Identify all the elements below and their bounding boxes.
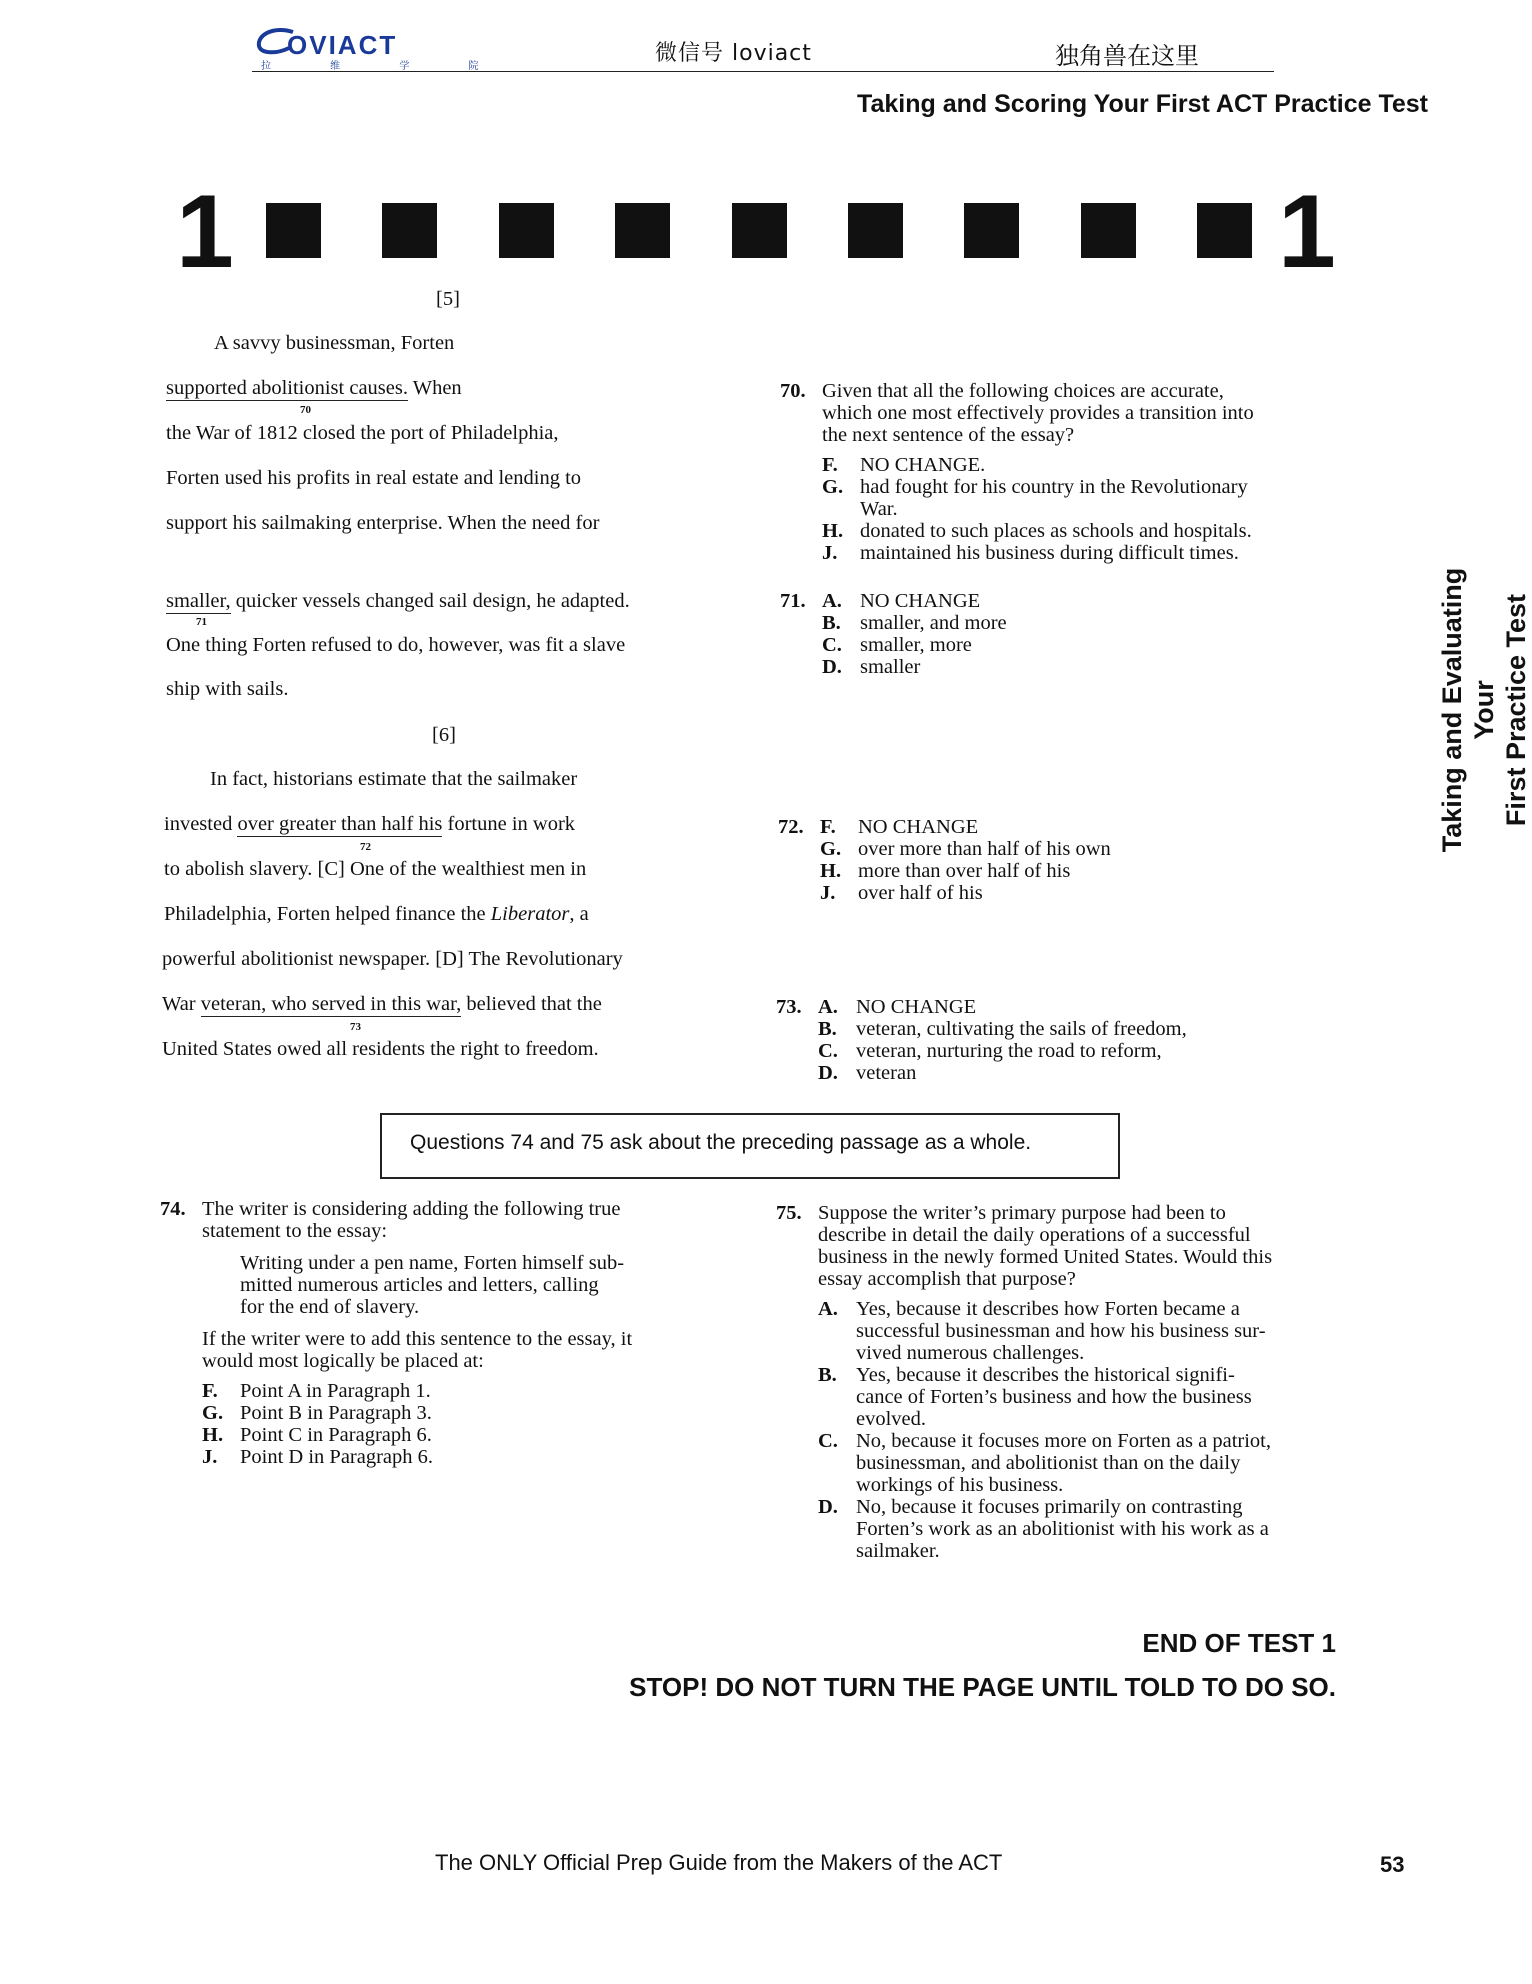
answer-option[interactable]: C. veteran, nurturing the road to reform, <box>818 1040 1162 1062</box>
answer-option[interactable]: 73. A. NO CHANGE <box>776 996 977 1018</box>
stop-notice: STOP! DO NOT TURN THE PAGE UNTIL TOLD TO DO SO. <box>629 1672 1336 1702</box>
bar-square <box>848 203 903 258</box>
page-number: 53 <box>1380 1852 1405 1877</box>
oviact-logo <box>255 26 507 72</box>
question-number: 70. <box>780 380 806 402</box>
passage-line: to abolish slavery. [C] One of the wealthiest men in <box>164 858 587 880</box>
answer-option[interactable]: J. maintained his business during difficult times. <box>822 542 1239 564</box>
bar-square <box>732 203 787 258</box>
answer-option[interactable]: C. smaller, more <box>822 634 972 656</box>
question-number: 71. <box>780 590 806 612</box>
paragraph-6-marker: [6] <box>432 724 456 746</box>
underlined-portion-72: over greater than half his <box>237 813 443 835</box>
answer-option[interactable]: 71. A. NO CHANGE <box>780 590 981 612</box>
passage-line: the War of 1812 closed the port of Philadelphia, <box>166 422 559 444</box>
answer-option[interactable]: D. veteran <box>818 1062 917 1084</box>
logo-text: OVIACT <box>287 30 398 60</box>
answer-option[interactable]: A. Yes, because it describes how Forten became a <box>818 1298 1240 1320</box>
answer-option[interactable]: H. Point C in Paragraph 6. <box>202 1424 432 1446</box>
passage-line: War veteran, who served in this war, believed that the <box>162 993 602 1015</box>
answer-option[interactable]: G. had fought for his country in the Revolutionary <box>822 476 1248 498</box>
question-73 <box>776 996 1187 1084</box>
question-number: 72. <box>778 816 804 838</box>
answer-option[interactable]: G. Point B in Paragraph 3. <box>202 1402 432 1424</box>
answer-option[interactable]: J. over half of his <box>820 882 983 904</box>
passage-line: invested over greater than half his fortune in work <box>164 813 576 835</box>
footer-text: The ONLY Official Prep Guide from the Makers of the ACT <box>435 1850 1003 1875</box>
underlined-portion-73: veteran, who served in this war, <box>200 993 462 1015</box>
passage-line: A savvy businessman, Forten <box>214 332 455 354</box>
question-71 <box>780 590 1007 678</box>
bar-square <box>266 203 321 258</box>
bar-square <box>499 203 554 258</box>
bar-square <box>382 203 437 258</box>
answer-option[interactable]: H. more than over half of his <box>820 860 1071 882</box>
side-tab <box>1436 540 1531 880</box>
bar-square <box>964 203 1019 258</box>
question-72 <box>778 816 1111 904</box>
test-number-left: 1 <box>176 174 234 290</box>
passage-line: powerful abolitionist newspaper. [D] The Revolutionary <box>162 948 623 970</box>
wechat-id: 微信号 loviact <box>655 41 812 66</box>
answer-option[interactable]: B. veteran, cultivating the sails of freedom, <box>818 1018 1187 1040</box>
whole-passage-notice <box>380 1113 1120 1179</box>
question-ref-70: 70 <box>300 404 311 416</box>
answer-option[interactable]: F. Point A in Paragraph 1. <box>202 1380 431 1402</box>
question-74: 74. The writer is considering adding the following true statement to the essay: Writing under a pen name, Forten himself sub- mitted numerous articles and letters, calling for the end of slavery. If the writer were to add this sentence to the essay, it would most logically be placed at: F. Point A in Paragraph 1. G. Point B in Paragraph 3. H. Point C in Paragraph 6. J. Point D in Paragraph 6. <box>160 1198 633 1468</box>
passage-line: smaller, quicker vessels changed sail design, he adapted. <box>166 590 630 612</box>
header-tagline: 独角兽在这里 <box>1055 42 1199 70</box>
paragraph-5-marker: [5] <box>436 288 460 310</box>
answer-option[interactable]: D. No, because it focuses primarily on contrasting <box>818 1496 1243 1518</box>
passage-line: supported abolitionist causes. When <box>166 377 462 399</box>
answer-option[interactable]: H. donated to such places as schools and hospitals. <box>822 520 1252 542</box>
answer-option[interactable]: J. Point D in Paragraph 6. <box>202 1446 434 1468</box>
test-number-right: 1 <box>1278 174 1336 290</box>
passage-line: ship with sails. <box>166 678 289 700</box>
passage-line: support his sailmaking enterprise. When the need for <box>166 512 600 534</box>
answer-option[interactable]: B. Yes, because it describes the historical signifi- <box>818 1364 1235 1386</box>
passage-line: Philadelphia, Forten helped finance the Liberator, a <box>164 903 589 925</box>
whole-passage-text: Questions 74 and 75 ask about the preceding passage as a whole. <box>410 1131 1032 1154</box>
side-tab-line-1: Taking and Evaluating Your <box>1437 567 1499 853</box>
end-of-test: END OF TEST 1 <box>1142 1628 1336 1658</box>
question-ref-73: 73 <box>350 1021 361 1033</box>
question-75: 75. Suppose the writer’s primary purpose had been to describe in detail the daily operations of a successful business in the newly formed United States. Would this essay accomplish that purpose? A. Yes, because it describes how Forten became a successful businessman and how his business sur- vived numerous challenges. B. Yes, because it describes the historical signifi- cance of Forten’s business and how the business evolved. C. No, because it focuses more on Forten as a patriot, businessman, and abolitionist than on the daily workings of his business. D. No, because it focuses primarily on contrasting Forten’s work as an abolitionist with his work as a sailmaker. <box>776 1202 1273 1562</box>
answer-option[interactable]: D. smaller <box>822 656 921 678</box>
question-number: 73. <box>776 996 802 1018</box>
answer-option[interactable]: C. No, because it focuses more on Forten as a patriot, <box>818 1430 1272 1452</box>
answer-option[interactable]: G. over more than half of his own <box>820 838 1111 860</box>
passage-line: United States owed all residents the right to freedom. <box>162 1038 599 1060</box>
passage-line: Forten used his profits in real estate and lending to <box>166 467 582 489</box>
header-rule <box>252 71 1274 72</box>
answer-option[interactable]: B. smaller, and more <box>822 612 1007 634</box>
answer-option[interactable]: 72. F. NO CHANGE <box>778 816 979 838</box>
underlined-portion-70: supported abolitionist causes. <box>166 377 408 399</box>
question-ref-71: 71 <box>196 616 207 628</box>
question-ref-72: 72 <box>360 841 371 853</box>
side-tab-line-2: First Practice Test <box>1501 593 1531 827</box>
question-number: 74. <box>160 1198 186 1220</box>
question-70: 70. Given that all the following choices are accurate, which one most effectively provides a transition into the next sentence of the essay? F. NO CHANGE. G. had fought for his country in the Revolutionary War. H. donated to such places as schools and hospitals. J. maintained his business during difficult times. <box>780 380 1254 564</box>
chapter-title: Taking and Scoring Your First ACT Practice Test <box>857 90 1428 118</box>
passage-line: One thing Forten refused to do, however, was fit a slave <box>166 634 626 656</box>
logo-subtext: 拉 维 学 院 <box>261 61 507 72</box>
passage-line: In fact, historians estimate that the sailmaker <box>210 768 578 790</box>
bar-square <box>1197 203 1252 258</box>
answer-option[interactable]: F. NO CHANGE. <box>822 454 986 476</box>
bar-square <box>615 203 670 258</box>
question-number: 75. <box>776 1202 802 1224</box>
quoted-sentence: Writing under a pen name, Forten himself sub- <box>240 1252 625 1274</box>
underlined-portion-71: smaller, <box>166 590 231 612</box>
bar-square <box>1081 203 1136 258</box>
